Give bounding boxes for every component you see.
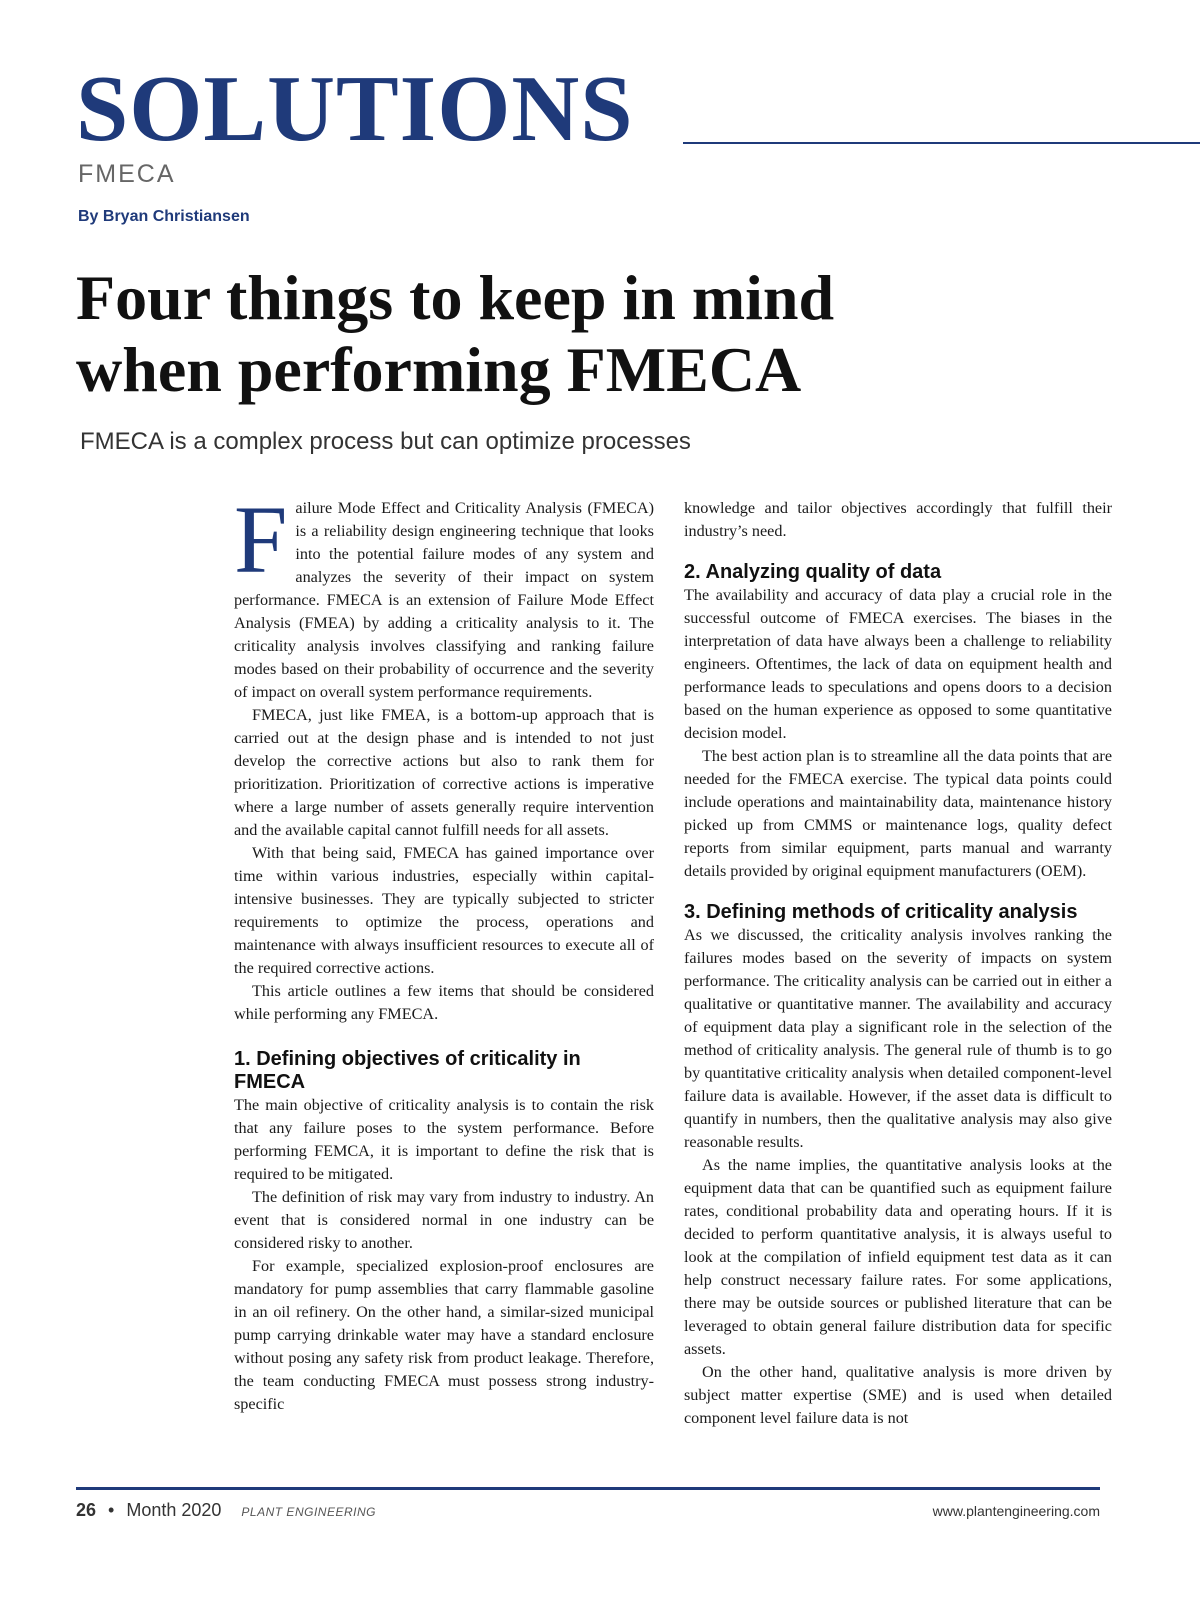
paragraph: As we discussed, the criticality analysis involves ranking the failures modes based on the severity of impacts on system performance. The criticality analysis can be carried out in either a qualitative or quantitative manner. The availability and accuracy of equipment data play a significant role in the selection of the method of criticality analysis. The general rule of thumb is to go by quantitative criticality analysis when detailed component-level failure data is available. However, if the asset data is difficult to quantify in numbers, then the qualitative analysis may also give reasonable results.	[684, 926, 1112, 1151]
paragraph: The main objective of criticality analysis is to contain the risk that any failure poses to the system performance. Before performing FEMCA, it is important to define the risk that is required to be mitigated.	[234, 1096, 654, 1183]
section-title: SOLUTIONS	[76, 57, 634, 161]
paragraph: This article outlines a few items that should be considered while performing any FMECA.	[234, 982, 654, 1023]
section-heading-2: 2. Analyzing quality of data	[684, 561, 942, 583]
drop-cap: F	[234, 486, 288, 593]
website-url: www.plantengineering.com	[932, 1503, 1100, 1519]
paragraph: With that being said, FMECA has gained importance over time within various industries, especially within capital-intensive businesses. They are typically subjected to stricter requirements to optimize the process, operations and maintenance with always insufficient resources to execute all of the required corrective actions.	[234, 844, 654, 977]
headline	[76, 262, 1076, 406]
page-number: 26	[76, 1500, 97, 1520]
paragraph: FMECA, just like FMEA, is a bottom-up approach that is carried out at the design phase and is intended to not just develop the corrective actions but also to rank them for prioritization. Prioritization of corrective actions is imperative where a large number of assets generally require intervention and the available capital cannot fulfill needs for all assets.	[234, 706, 654, 839]
section-heading-1: 1. Defining objectives of criticality in FMECA	[234, 1048, 581, 1093]
article-column-right	[684, 497, 1112, 1430]
issue-date: Month 2020	[126, 1500, 222, 1520]
footer-rule	[76, 1487, 1100, 1490]
article-column-left	[234, 486, 654, 1416]
page-footer	[76, 1500, 1100, 1530]
paragraph: The availability and accuracy of data play a crucial role in the successful outcome of FMECA exercises. The biases in the interpretation of data have always been a challenge to reliability engineers. Oftentimes, the lack of data on equipment health and performance leads to speculations and opens doors to a decision based on the human experience as opposed to some quantitative decision model.	[684, 586, 1112, 742]
section-rule	[683, 142, 1200, 144]
paragraph: The best action plan is to streamline all the data points that are needed for the FMECA exercise. The typical data points could include operations and maintainability data, maintenance history picked up from CMMS or maintenance logs, quality defect reports from similar equipment, parts manual and warranty details provided by original equipment manufacturers (OEM).	[684, 747, 1112, 880]
paragraph-continued: knowledge and tailor objectives accordingly that fulfill their industry’s need.	[684, 499, 1112, 540]
section-heading-3: 3. Defining methods of criticality analysis	[684, 901, 1078, 923]
paragraph: The definition of risk may vary from industry to industry. An event that is considered normal in one industry can be considered risky to another.	[234, 1188, 654, 1252]
paragraph: As the name implies, the quantitative analysis looks at the equipment data that can be quantified such as equipment failure rates, conditional probability data and operating hours. If it is decided to perform quantitative analysis, it is always useful to look at the compilation of infield equipment test data as it can help construct necessary failure rates. For some applications, there may be outside sources or published literature that can be leveraged to obtain general failure distribution data for specific assets.	[684, 1156, 1112, 1358]
paragraph: For example, specialized explosion-proof enclosures are mandatory for pump assemblies that carry flammable gasoline in an oil refinery. On the other hand, a similar-sized municipal pump carrying drinkable water may have a standard enclosure without posing any safety risk from product leakage. Therefore, the team conducting FMECA must possess strong industry-specific	[234, 1257, 654, 1413]
headline-line-2: when performing FMECA	[76, 334, 802, 405]
byline: By Bryan Christiansen	[78, 208, 250, 225]
topic-label: FMECA	[78, 160, 176, 188]
deck-subtitle: FMECA is a complex process but can optimize processes	[80, 428, 691, 455]
paragraph: On the other hand, qualitative analysis is more driven by subject matter expertise (SME) and is used when detailed component level failure data is not	[684, 1363, 1112, 1427]
intro-text: ailure Mode Effect and Criticality Analysis (FMECA) is a reliability design engineering technique that looks into the potential failure modes of any system and analyzes the severity of their impact on system performance. FMECA is an extension of Failure Mode Effect Analysis (FMEA) by adding a criticality analysis to it. The criticality analysis involves classifying and ranking failure modes based on their probability of occurrence and the severity of impact on overall system performance requirements.	[234, 499, 654, 701]
headline-line-1: Four things to keep in mind	[76, 262, 835, 333]
footer-bullet: •	[108, 1500, 115, 1520]
intro-paragraph	[234, 486, 654, 704]
publication-name: PLANT ENGINEERING	[241, 1505, 376, 1519]
